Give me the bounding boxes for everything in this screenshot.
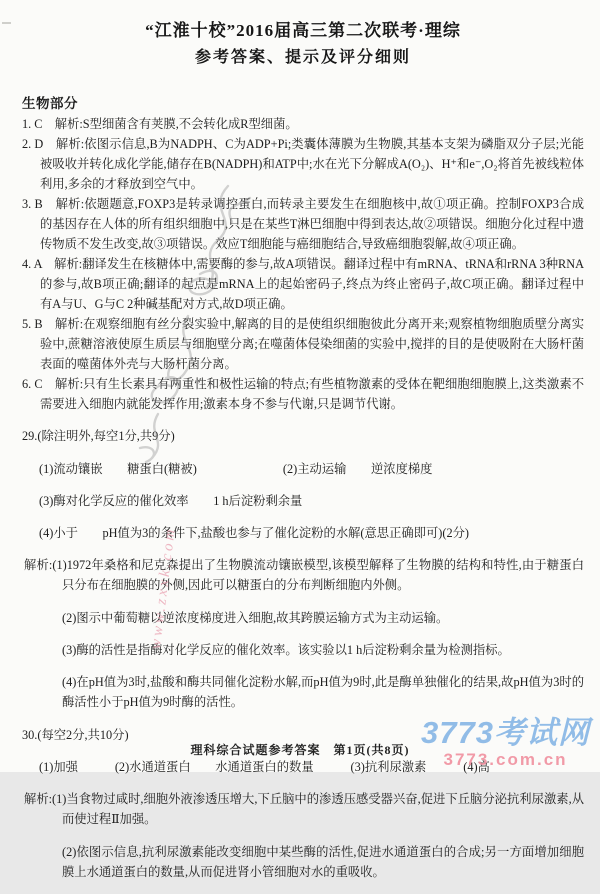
answer-item-1: 1. C 解析:S型细菌含有荚膜,不会转化成R型细菌。 bbox=[22, 117, 298, 131]
answer-item-6: 6. C 解析:只有生长素具有两重性和极性运输的特点;有些植物激素的受体在靶细胞细胞膜上,这类激素不需要进入细胞内就能发挥作用;激素本身不参与代谢,只是调节代谢。 bbox=[22, 377, 584, 411]
question-30-answer-line-1: (1)加强 (2)水通道蛋白 水通道蛋白的数量 (3)抗利尿激素 (4)高 bbox=[39, 759, 490, 774]
question-30-analysis-1: 解析:(1)当食物过咸时,细胞外液渗透压增大,下丘脑中的渗透压感受器兴奋,促进下丘脑分泌抗利尿激素,从而使过程Ⅱ加强。 bbox=[24, 792, 584, 827]
site-watermark-name: 3773考试网 bbox=[421, 715, 590, 750]
question-29-analysis-3: (3)酶的活性是指酶对化学反应的催化效率。该实验以1 h后淀粉剩余量为检测指标。 bbox=[62, 643, 510, 658]
answer-item-3: 3. B 解析:依题题意,FOXP3是转录调控蛋白,而转录主要发生在细胞核中,故①项正确。控制FOXP3合成的基因存在人体的所有组织细胞中,只是在某些T淋巴细胞中得到表达,故②项错误。细胞分化过程中遗传物质不发生改变,故③项错误。效应T细胞能与癌细胞结合,导致癌细胞裂解,故④项正确。 bbox=[22, 197, 584, 251]
section-heading-biology: 生物部分 bbox=[22, 96, 78, 111]
answer-item-2: 2. D 解析:依图示信息,B为NADPH、C为ADP+Pi;类囊体薄膜为生物膜,其基本支架为磷脂双分子层;光能被吸收并转化成化学能,储存在B(NADPH)和ATP中;水在光下分解成A(O₂)、H⁺和e⁻,O₂将首先被线粒体利用,多余的才释放到空气中。 bbox=[22, 137, 584, 191]
question-30-header: 30.(每空2分,共10分) bbox=[22, 727, 129, 742]
answer-item-5: 5. B 解析:在观察细胞有丝分裂实验中,解离的目的是使组织细胞彼此分离开来;观察植物细胞质壁分离实验中,蔗糖溶液使原生质层与细胞壁分离;在噬菌体侵染细菌的实验中,搅拌的目的是使吸附在大肠杆菌表面的噬菌体外壳与大肠杆菌分离。 bbox=[22, 317, 584, 371]
side-url-watermark: www.zxxk.com bbox=[148, 525, 179, 650]
scan-edge-artifact bbox=[2, 22, 11, 24]
answer-item-4: 4. A 解析:翻译发生在核糖体中,需要酶的参与,故A项错误。翻译过程中有mRNA、tRNA和rRNA 3种RNA的参与,故B项正确;翻译的起点是mRNA上的起始密码子,终点为终止密码子,故C项正确。翻译过程中有A与U、G与C 2种碱基配对方式,故D项正确。 bbox=[22, 257, 584, 311]
question-29-header: 29.(除注明外,每空1分,共9分) bbox=[22, 429, 175, 444]
page-title: “江淮十校”2016届高三第二次联考·理综 bbox=[145, 21, 461, 40]
question-29-answer-line-2: (3)酶对化学反应的催化效率 1 h后淀粉剩余量 bbox=[39, 493, 303, 508]
question-29-analysis-1: 解析:(1)1972年桑格和尼克森提出了生物膜流动镶嵌模型,该模型解释了生物膜的结构和特性,由于糖蛋白只分布在细胞膜的外侧,因此可以糖蛋白的分布判断细胞内外侧。 bbox=[24, 558, 584, 593]
site-watermark-url: 3773.com.cn bbox=[443, 750, 568, 769]
question-30-analysis-2: (2)依图示信息,抗利尿激素能改变细胞中某些酶的活性,促进水通道蛋白的合成;另一方面增加细胞膜上水通道蛋白的数量,从而促进肾小管细胞对水的重吸收。 bbox=[62, 844, 584, 879]
page-footer: 理科综合试题参考答案 第1页(共8页) bbox=[190, 743, 410, 757]
question-29-answer-line-1: (1)流动镶嵌 糖蛋白(糖被) (2)主动运输 逆浓度梯度 bbox=[39, 461, 433, 476]
page-content bbox=[22, 18, 584, 894]
page-subtitle: 参考答案、提示及评分细则 bbox=[194, 49, 411, 66]
question-29-answer-line-3: (4)小于 pH值为3的条件下,盐酸也参与了催化淀粉的水解(意思正确即可)(2分) bbox=[39, 526, 470, 541]
answer-item-29 bbox=[22, 426, 584, 712]
question-29-analysis-4: (4)在pH值为3时,盐酸和酶共同催化淀粉水解,而pH值为9时,此是酶单独催化的结果,故pH值为3时的酶活性小于pH值为9时酶的活性。 bbox=[62, 675, 584, 710]
question-29-analysis-2: (2)图示中葡萄糖以逆浓度梯度进入细胞,故其跨膜运输方式为主动运输。 bbox=[62, 610, 449, 625]
